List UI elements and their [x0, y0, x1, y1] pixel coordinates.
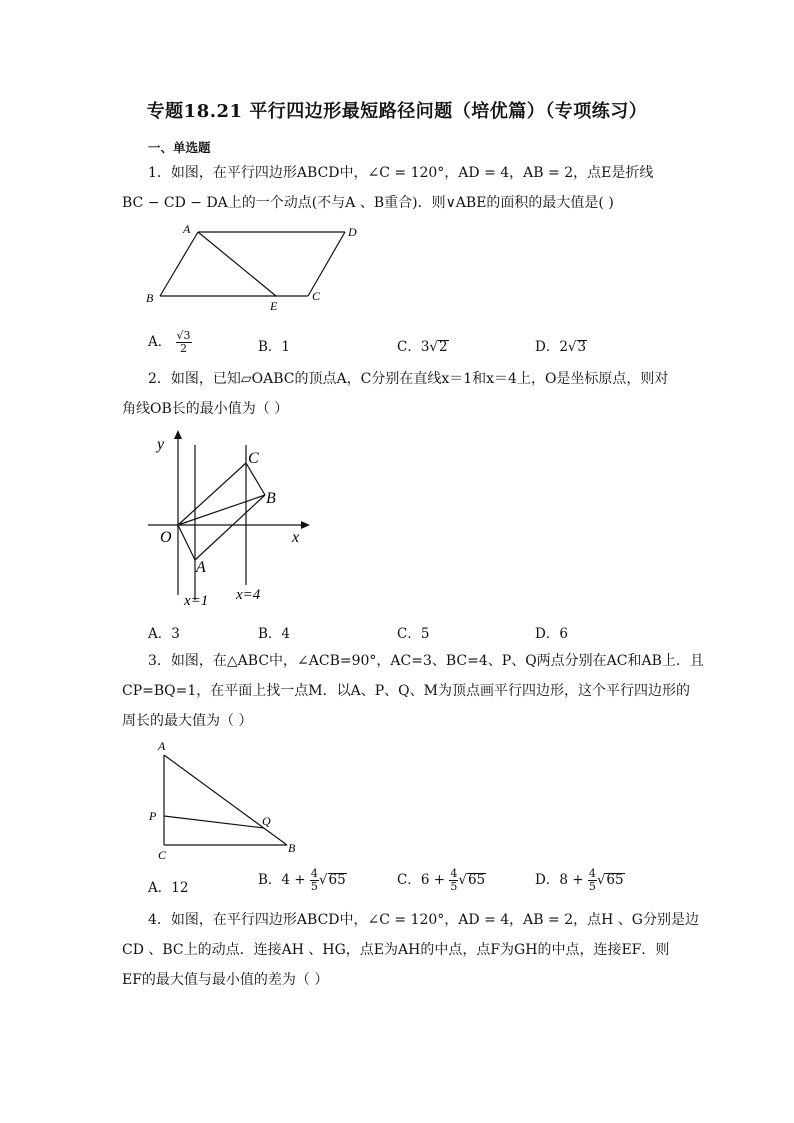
q2-label-B: B — [266, 490, 276, 507]
q2-option-a[interactable]: A．3 — [148, 626, 180, 642]
q3-label-P: P — [149, 809, 157, 823]
q1-option-b[interactable]: B．1 — [258, 339, 291, 355]
q2-coordinate-figure — [140, 425, 320, 610]
q1-label-D: D — [348, 225, 357, 239]
q4-text-line2: CD 、BC上的动点．连接AH 、HG，点E为AH的中点，点F为GH的中点，连接EF．则 — [122, 942, 670, 958]
q2-label-x1: x=1 — [184, 593, 209, 609]
q1-option-a[interactable]: A． $\frac{√3}{2}$ — [148, 329, 191, 355]
q2-text-line2: 角线OB长的最小值为（ ） — [122, 401, 289, 417]
q3-option-b[interactable]: B．4 + $\frac{4}{5}$ √65 — [258, 867, 346, 893]
q3-label-C: C — [158, 848, 167, 862]
q2-option-d[interactable]: D．6 — [535, 626, 568, 642]
q3-text-line3: 周长的最大值为（ ） — [122, 713, 253, 729]
section-heading: 一、单选题 — [148, 140, 211, 155]
q3-option-a[interactable]: A．12 — [148, 880, 189, 896]
q1-text-line1: 1．如图，在平行四边形ABCD中，∠C = 120°，AD = 4，AB = 2，点E是折线 — [148, 165, 654, 181]
q3-triangle-figure — [140, 735, 310, 865]
q1-label-A: A — [183, 222, 191, 236]
q2-label-C: C — [248, 450, 259, 467]
q3-label-A: A — [158, 739, 166, 753]
q3-label-Q: Q — [262, 814, 271, 828]
q2-label-O: O — [160, 529, 172, 546]
q4-text-line3: EF的最大值与最小值的差为（ ） — [122, 972, 329, 988]
q3-option-d[interactable]: D．8 + $\frac{4}{5}$ √65 — [535, 867, 624, 893]
q2-option-c[interactable]: C．5 — [397, 626, 430, 642]
q3-text-line1: 3．如图，在△ABC中，∠ACB=90°，AC=3、BC=4、P、Q两点分别在AC和AB上．且 — [148, 653, 704, 669]
q2-label-A: A — [196, 559, 206, 576]
page-title: 专题18.21 平行四边形最短路径问题（培优篇）（专项练习） — [146, 101, 648, 122]
q2-text-line1: 2．如图，已知▱OABC的顶点A，C分别在直线x＝1和x＝4上，O是坐标原点，则对 — [148, 371, 669, 387]
q3-option-c[interactable]: C．6 + $\frac{4}{5}$ √65 — [397, 867, 486, 893]
q1-label-C: C — [312, 289, 321, 303]
q2-label-x: x — [292, 529, 300, 546]
q3-label-B: B — [288, 841, 296, 855]
q3-text-line2: CP=BQ=1，在平面上找一点M．以A、P、Q、M为顶点画平行四边形，这个平行四边形的 — [122, 683, 690, 699]
q2-label-x4: x=4 — [236, 587, 261, 603]
q1-parallelogram-figure — [140, 220, 370, 315]
q1-option-d[interactable]: D．2√3 — [535, 339, 587, 355]
q1-option-c[interactable]: C．3√2 — [397, 339, 448, 355]
q1-text-line2: BC − CD − DA上的一个动点(不与A 、B重合)．则∨ABE的面积的最大值是( ) — [122, 195, 614, 211]
q4-text-line1: 4．如图，在平行四边形ABCD中，∠C = 120°，AD = 4，AB = 2，点H 、G分别是边 — [148, 912, 699, 928]
q2-option-b[interactable]: B．4 — [258, 626, 291, 642]
q1-label-E: E — [270, 299, 278, 313]
q1-label-B: B — [146, 291, 154, 305]
q2-label-y: y — [157, 436, 165, 453]
